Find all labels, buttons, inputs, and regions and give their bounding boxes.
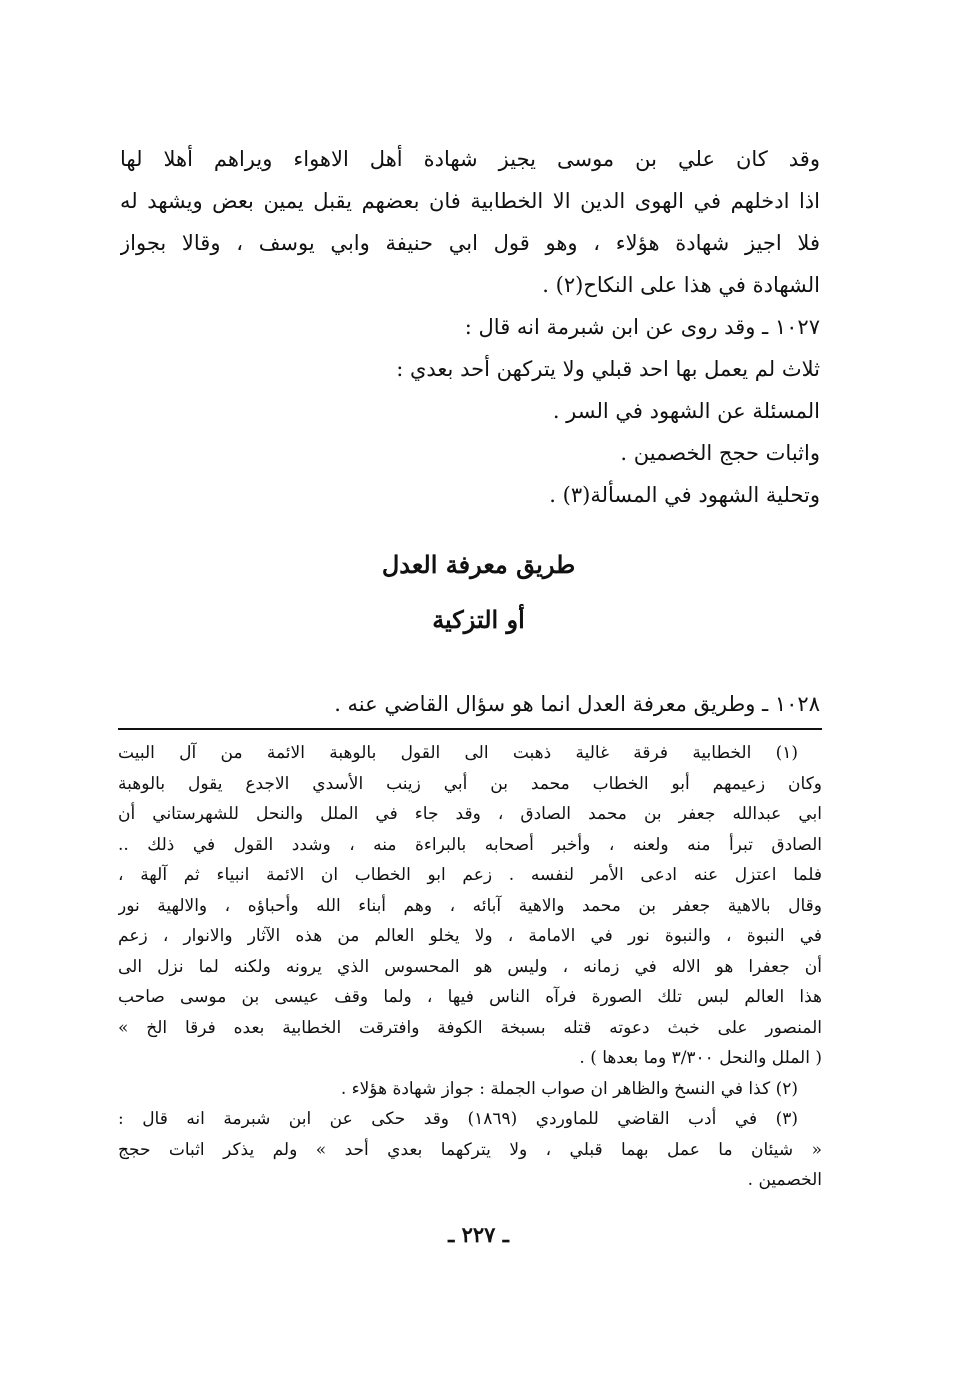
footnote-1-line: هذا العالم لبس تلك الصورة فرآه الناس فيها ، ولما وقف عيسى بن موسى صاحب bbox=[118, 987, 822, 1007]
footnote-1-line: المنصور على خبث دعوته قتله بسبخة الكوفة وافترقت الخطابية بعده فرقا الخ » bbox=[118, 1017, 822, 1038]
text-line: فلا اجيز شهادة هؤلاء ، وهو قول ابي حنيفة وابي يوسف ، وقالا بجواز bbox=[120, 231, 820, 255]
page-number: ـ ٢٢٧ ـ bbox=[448, 1222, 509, 1247]
text-line: ثلاث لم يعمل بها احد قبلي ولا يتركهن أحد بعدي : bbox=[396, 357, 820, 381]
section-subtitle: أو التزكية bbox=[432, 605, 525, 634]
list-item: المسئلة عن الشهود في السر . bbox=[552, 399, 820, 423]
text-line: وقد كان علي بن موسى يجيز شهادة أهل الاهواء ويراهم أهلا لها bbox=[120, 147, 820, 171]
footnote-1-line: أن جعفرا هو الاله في زمانه ، وليس هو المحسوس الذي يرونه ولكنه لما نزل الى bbox=[118, 956, 822, 977]
footnote-1-line: الصادق تبرأ منه ولعنه ، وأخبر أصحابه بالبراءة منه ، وشدد القول في ذلك .. bbox=[118, 834, 822, 855]
footnote-divider bbox=[118, 728, 822, 730]
footnote-3-line: الخصمين . bbox=[747, 1170, 822, 1190]
text-line: اذا ادخلهم في الهوى الدين الا الخطابية فان بعضهم يقبل يمين بعض ويشهد له bbox=[120, 189, 820, 213]
footnotes bbox=[118, 738, 822, 1196]
footnote-1-line: (١) الخطابية فرقة غالية ذهبت الى القول بالوهبة الائمة من آل البيت bbox=[118, 743, 798, 763]
footnote-3-line: « شيئان ما عمل بهما قبلي ، ولا يتركهما بعدي أحد » ولم يذكر اثبات حجج bbox=[118, 1139, 822, 1160]
footnote-1-line: وقال بالاهية جعفر بن محمد والاهية آبائه ، وهم أبناء الله وأحباؤه ، والالهية نور bbox=[118, 895, 822, 916]
list-item: وتحلية الشهود في المسألة(٣) . bbox=[549, 483, 820, 507]
section-title: طريق معرفة العدل bbox=[381, 550, 576, 579]
footnote-3-line: (٣) في أدب القاضي للماوردي (١٨٦٩) وقد حكى عن ابن شبرمة انه قال : bbox=[118, 1109, 798, 1129]
footnote-2: (٢) كذا في النسخ والظاهر ان صواب الجملة : جواز شهادة هؤلاء . bbox=[340, 1078, 798, 1099]
list-item: واثبات حجج الخصمين . bbox=[620, 441, 820, 465]
footnote-1-line: فلما اعتزل عنه ادعى الأمر لنفسه . زعم ابو الخطاب ان الائمة انبياء ثم آلهة ، bbox=[118, 865, 822, 885]
footnote-1-line: في النبوة ، والنبوة نور في الامامة ، ولا يخلو العالم من هذه الآثار والانوار ، زعم bbox=[118, 926, 822, 946]
main-text bbox=[120, 138, 820, 516]
paragraph-1028: ١٠٢٨ ـ وطريق معرفة العدل انما هو سؤال القاضي عنه . bbox=[334, 692, 820, 716]
footnote-1-line: وكان زعيمهم أبو الخطاب محمد بن أبي زينب الأسدي الاجدع يقول بالوهبة bbox=[118, 773, 822, 794]
paragraph-1027-start: ١٠٢٧ ـ وقد روى عن ابن شبرمة انه قال : bbox=[464, 315, 820, 339]
footnote-1-line: ابي عبدالله جعفر بن محمد الصادق ، وقد جاء في الملل والنحل للشهرستاني أن bbox=[118, 804, 822, 824]
footnote-1-line: ( الملل والنحل ٣/٣٠٠ وما بعدها ) . bbox=[579, 1048, 822, 1068]
text-line: الشهادة في هذا على النكاح(٢) . bbox=[542, 273, 820, 297]
